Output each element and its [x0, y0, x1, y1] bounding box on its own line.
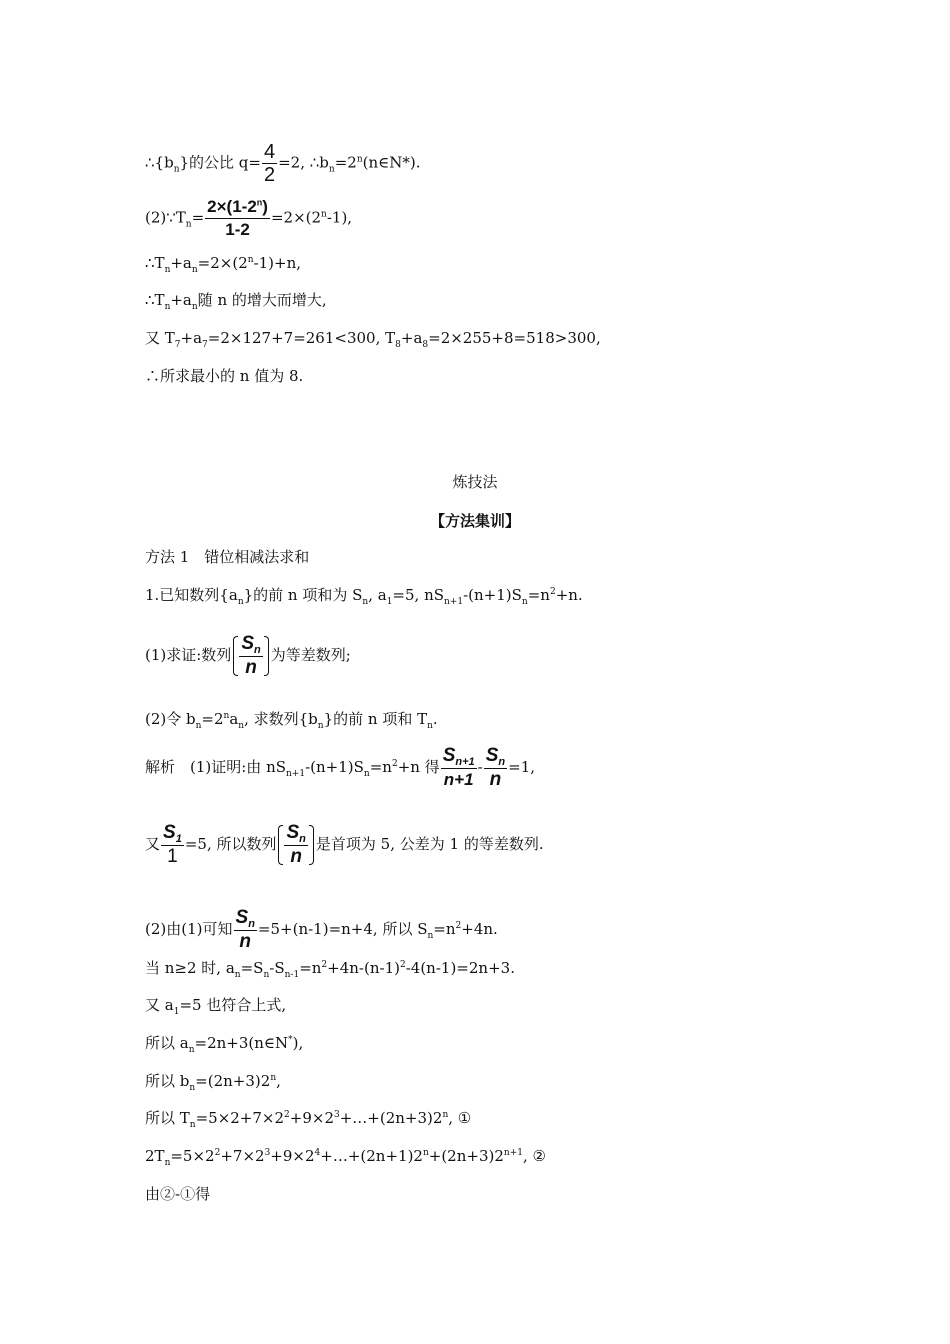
text-run: , 求数列{b	[244, 710, 318, 728]
text-run: +9×2	[270, 1147, 315, 1165]
subscript: n	[248, 918, 255, 930]
text-run: }的公比 q=	[179, 153, 261, 172]
text-run: 所以 T	[145, 1109, 190, 1127]
text-run: -(n+1)S	[463, 586, 522, 604]
text-run: +a	[170, 254, 192, 272]
fraction-denominator: 2	[263, 164, 276, 186]
subscript: n	[427, 721, 433, 731]
fraction	[262, 142, 277, 185]
text-run: )	[262, 197, 268, 216]
superscript: n	[422, 1148, 429, 1158]
text-run: =2×(2	[197, 254, 248, 272]
subscript: n	[189, 1120, 196, 1130]
text-run: , ②	[522, 1147, 546, 1165]
subscript: n	[363, 769, 370, 779]
set-braces	[278, 823, 313, 867]
text-run: +9×2	[289, 1109, 334, 1127]
fraction-numerator	[234, 908, 257, 931]
text-run: 2T	[145, 1147, 165, 1165]
question-2	[145, 709, 438, 729]
text-run: , a	[368, 586, 387, 604]
text-run: S	[485, 745, 499, 766]
superscript: 3	[264, 1148, 271, 1158]
fraction-denominator: 1-2	[225, 220, 250, 239]
text-run: S	[163, 822, 176, 843]
subscript: n	[328, 164, 335, 175]
fraction-denominator: n	[489, 769, 502, 790]
solution-line	[145, 958, 515, 978]
set-braces	[233, 634, 268, 678]
subscript: 7	[202, 340, 208, 350]
fraction-numerator	[284, 823, 307, 846]
text-run: =n	[299, 959, 322, 977]
fraction-numerator	[205, 197, 270, 219]
solution-line	[145, 908, 498, 952]
subscript: n	[521, 597, 528, 607]
text-run: ∴{b	[145, 153, 174, 172]
superscript: n	[321, 209, 327, 220]
text-run: 所以 a	[145, 1034, 189, 1052]
text-run: =5 也符合上式,	[179, 996, 287, 1014]
text-line	[145, 290, 327, 310]
fraction	[284, 823, 307, 867]
fraction-numerator: 4	[263, 141, 276, 163]
text-line	[145, 253, 301, 273]
superscript: n	[256, 197, 263, 208]
text-run: 是首项为 5, 公差为 1 的等差数列.	[315, 835, 544, 853]
fraction	[234, 908, 257, 952]
fraction	[441, 746, 477, 790]
text-line	[145, 197, 352, 240]
superscript: n	[270, 1073, 277, 1083]
text-run: -(n+1)S	[305, 758, 364, 776]
text-run: =5, 所以数列	[184, 835, 277, 853]
text-run: =2×127+7=261<300, T	[207, 329, 396, 347]
minus-sign: -	[477, 758, 483, 776]
superscript: 2	[321, 960, 328, 970]
text-run: =5×2	[170, 1147, 215, 1165]
fraction-numerator	[239, 634, 262, 657]
text-run: =5+(n-1)=n+4, 所以 S	[257, 920, 428, 938]
superscript: 2	[284, 1110, 290, 1120]
subscript: n	[189, 1083, 196, 1093]
fraction-denominator: n+1	[443, 770, 474, 789]
text-run: +4n-(n-1)	[327, 959, 400, 977]
fraction	[239, 634, 262, 678]
subscript: n	[263, 970, 270, 980]
solution-line: 由②-①得	[145, 1185, 211, 1203]
subscript: n+1	[444, 597, 464, 607]
text-run: 又	[145, 835, 161, 853]
text-run: =2	[201, 710, 224, 728]
text-run: ∴T	[145, 291, 165, 309]
subscript: n	[188, 1045, 195, 1055]
superscript: 2	[399, 960, 406, 970]
text-run: -1)+n,	[253, 254, 302, 272]
section-subtitle: 【方法集训】	[429, 512, 520, 530]
text-run: 所以 b	[145, 1072, 190, 1090]
text-run: 1.已知数列{a	[145, 586, 238, 604]
text-run: (2)令 b	[145, 710, 196, 728]
solution-line	[145, 1033, 303, 1053]
superscript: n+1	[503, 1148, 523, 1158]
text-line	[145, 366, 303, 386]
subscript: n	[164, 302, 171, 312]
problem-statement	[145, 585, 583, 605]
subscript: n+1	[286, 769, 306, 779]
superscript: 3	[334, 1110, 340, 1120]
subscript: n	[195, 721, 202, 731]
subscript: n+1	[455, 756, 475, 768]
text-run: ∴所求最小的 n 值为 8.	[145, 367, 304, 385]
text-run: 为等差数列;	[270, 646, 351, 664]
text-run: (1)求证:数列	[145, 646, 232, 664]
text-run: =(2n+3)2	[195, 1072, 271, 1090]
subscript: n	[238, 721, 245, 731]
text-run: =	[191, 208, 205, 227]
text-line	[145, 142, 421, 185]
text-run: +…+(2n+3)2	[339, 1109, 443, 1127]
text-run: }的前 n 项和为 S	[243, 586, 363, 604]
subscript: n	[237, 597, 244, 607]
subscript: n	[185, 219, 192, 230]
superscript: 2	[391, 759, 398, 769]
fraction-denominator: n	[290, 846, 302, 867]
text-run: S	[442, 745, 456, 766]
text-run: ),	[292, 1034, 304, 1052]
subscript: 8	[395, 340, 401, 350]
text-run: 解析 (1)证明:由 nS	[145, 758, 287, 776]
text-run: ∴T	[145, 254, 165, 272]
superscript: 4	[314, 1148, 321, 1158]
text-run: =n	[369, 758, 392, 776]
solution-line	[145, 1108, 471, 1128]
text-run: =2	[334, 153, 357, 172]
question-1	[145, 634, 351, 678]
superscript: n	[223, 711, 230, 721]
text-run: =5, nS	[392, 586, 445, 604]
superscript: n	[442, 1110, 449, 1120]
subscript: n	[427, 931, 434, 941]
subscript: n	[173, 164, 180, 175]
subscript: n-1	[284, 970, 300, 980]
text-run: +a	[180, 329, 203, 347]
fraction-numerator	[484, 746, 507, 769]
text-run: 随 n 的增大而增大,	[197, 291, 327, 309]
text-run: (n∈N*).	[362, 153, 421, 172]
subscript: n	[498, 756, 506, 768]
text-run: +(2n+3)2	[428, 1147, 504, 1165]
text-run: =S	[240, 959, 264, 977]
text-run: , ①	[448, 1109, 472, 1127]
text-run: (2)由(1)可知	[145, 920, 233, 938]
section-title: 炼技法	[452, 473, 498, 491]
text-run: +7×2	[220, 1147, 265, 1165]
text-run: }的前 n 项和 T	[323, 710, 428, 728]
superscript: n	[247, 255, 254, 265]
text-line	[145, 328, 601, 348]
solution-line	[145, 746, 535, 790]
fraction-denominator: n	[239, 931, 252, 952]
subscript: n	[191, 302, 198, 312]
text-run: 又 a	[145, 996, 174, 1014]
text-run: +a	[400, 329, 423, 347]
text-run: +n.	[555, 586, 583, 604]
fraction	[484, 746, 507, 790]
subscript: 7	[174, 340, 181, 350]
subscript: 1	[386, 597, 393, 607]
solution-line	[145, 995, 286, 1015]
fraction-numerator	[161, 823, 184, 846]
text-run: =1,	[508, 758, 536, 776]
solution-line	[145, 1071, 281, 1091]
fraction-denominator: n	[245, 657, 257, 678]
text-run: S	[235, 907, 249, 928]
text-run: S	[286, 822, 300, 843]
solution-line	[145, 823, 544, 867]
subscript: n	[254, 644, 261, 656]
text-run: .	[432, 710, 438, 728]
subscript: n	[164, 1158, 171, 1168]
fraction-numerator	[441, 746, 477, 769]
fraction	[205, 197, 270, 240]
text-run: a	[229, 710, 239, 728]
text-run: =2×(2	[270, 208, 322, 227]
text-run: =5×2+7×2	[195, 1109, 285, 1127]
text-run: =2, ∴b	[278, 153, 329, 172]
subscript: n	[164, 265, 171, 275]
superscript: *	[288, 1035, 293, 1045]
text-run: -4(n-1)=2n+3.	[405, 959, 515, 977]
subscript: n	[362, 597, 369, 607]
superscript: n	[356, 154, 363, 165]
subscript: 1	[173, 1007, 180, 1017]
text-run: -1),	[326, 208, 353, 227]
superscript: 2	[549, 587, 556, 597]
subscript: n	[317, 721, 324, 731]
text-run: S	[241, 633, 254, 654]
text-run: +…+(2n+1)2	[320, 1147, 423, 1165]
superscript: 2	[455, 921, 462, 931]
text-run: ,	[276, 1072, 281, 1090]
solution-line	[145, 1146, 546, 1166]
text-run: 又 T	[145, 329, 175, 347]
subscript: n	[299, 833, 306, 845]
text-run: 当 n≥2 时, a	[145, 959, 235, 977]
text-run: (2)∵T	[145, 208, 186, 227]
text-run: +a	[170, 291, 192, 309]
text-run: =n	[527, 586, 550, 604]
text-run: =2×255+8=518>300,	[428, 329, 601, 347]
method-title: 方法 1 错位相减法求和	[145, 548, 310, 566]
text-run: =n	[433, 920, 456, 938]
subscript: 1	[175, 833, 182, 845]
subscript: n	[191, 265, 198, 275]
text-run: =2n+3(n∈N	[194, 1034, 289, 1052]
fraction-denominator: 1	[167, 846, 178, 867]
text-run: -S	[269, 959, 285, 977]
text-run: 2×(1-2	[207, 197, 257, 216]
superscript: 2	[214, 1148, 221, 1158]
subscript: 8	[422, 340, 429, 350]
text-run: +n 得	[397, 758, 440, 776]
fraction	[161, 823, 184, 867]
subscript: n	[234, 970, 241, 980]
text-run: +4n.	[461, 920, 498, 938]
